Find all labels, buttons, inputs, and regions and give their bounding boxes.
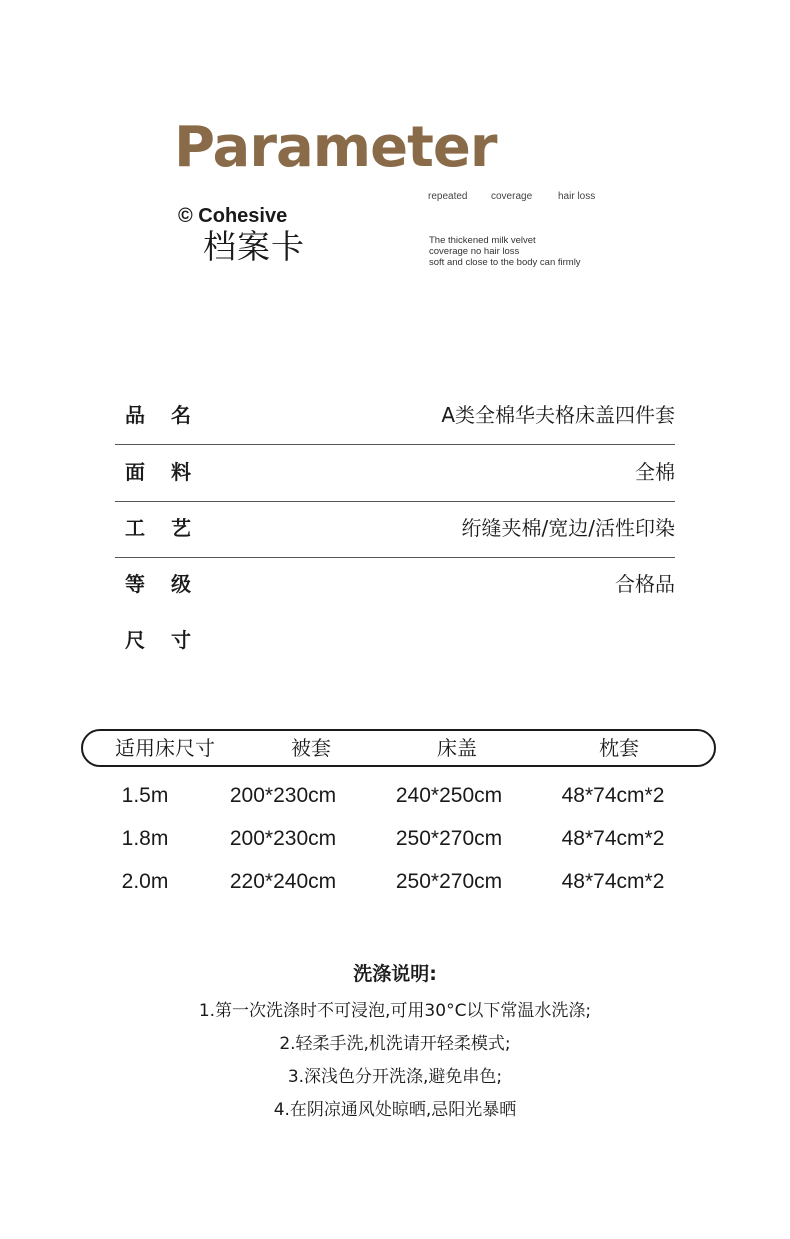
- table-cell: 2.0m: [121, 870, 169, 893]
- table-cell: 200*230cm: [229, 784, 337, 807]
- table-header-cell: 床盖: [437, 736, 477, 760]
- param-value: 绗缝夹棉/宽边/活性印染: [461, 516, 675, 540]
- table-cell: 1.5m: [121, 784, 169, 807]
- washing-line: 2.轻柔手洗,机洗请开轻柔模式;: [279, 1034, 511, 1054]
- table-cell: 200*230cm: [229, 827, 337, 850]
- table-cell: 1.8m: [121, 827, 169, 850]
- washing-title: 洗涤说明:: [353, 963, 437, 985]
- param-row-size: [115, 625, 675, 669]
- tag-coverage: coverage: [491, 191, 533, 202]
- table-header-cell: 枕套: [599, 736, 639, 760]
- param-label: 面料: [125, 460, 217, 484]
- description-line: soft and close to the body can firmly: [429, 257, 581, 268]
- table-cell: 220*240cm: [229, 870, 337, 893]
- table-header-cell: 适用床尺寸: [115, 736, 215, 760]
- param-label: 等级: [125, 572, 217, 596]
- page-subtitle: 档案卡: [203, 227, 305, 266]
- param-label: 品名: [125, 403, 217, 427]
- table-cell: 250*270cm: [395, 827, 503, 850]
- table-cell: 48*74cm*2: [561, 827, 665, 850]
- param-value: 合格品: [615, 572, 675, 596]
- table-cell: 240*250cm: [395, 784, 503, 807]
- param-value: 全棉: [635, 460, 675, 484]
- param-row-fabric: [115, 457, 675, 502]
- size-table-header: [81, 729, 716, 767]
- washing-line: 1.第一次洗涤时不可浸泡,可用30°C以下常温水洗涤;: [198, 1001, 592, 1021]
- washing-line: 3.深浅色分开洗涤,避免串色;: [287, 1067, 503, 1087]
- param-value: A类全棉华夫格床盖四件套: [441, 403, 675, 427]
- washing-line: 4.在阴凉通风处晾晒,忌阳光暴晒: [273, 1100, 517, 1120]
- description-line: coverage no hair loss: [429, 246, 520, 257]
- table-cell: 250*270cm: [395, 870, 503, 893]
- product-description: [429, 235, 581, 268]
- tag-hair-loss: hair loss: [558, 191, 596, 202]
- description-line: The thickened milk velvet: [429, 235, 536, 246]
- page-title: Parameter: [174, 115, 497, 180]
- brand-name: © Cohesive: [178, 205, 288, 227]
- table-header-cell: 被套: [291, 736, 331, 760]
- param-row-craft: [115, 513, 675, 558]
- table-cell: 48*74cm*2: [561, 784, 665, 807]
- param-label: 工艺: [125, 516, 217, 540]
- table-cell: 48*74cm*2: [561, 870, 665, 893]
- param-row-product-name: [115, 400, 675, 445]
- param-row-grade: [115, 569, 675, 613]
- param-label: 尺寸: [125, 628, 217, 652]
- tag-repeated: repeated: [428, 191, 468, 202]
